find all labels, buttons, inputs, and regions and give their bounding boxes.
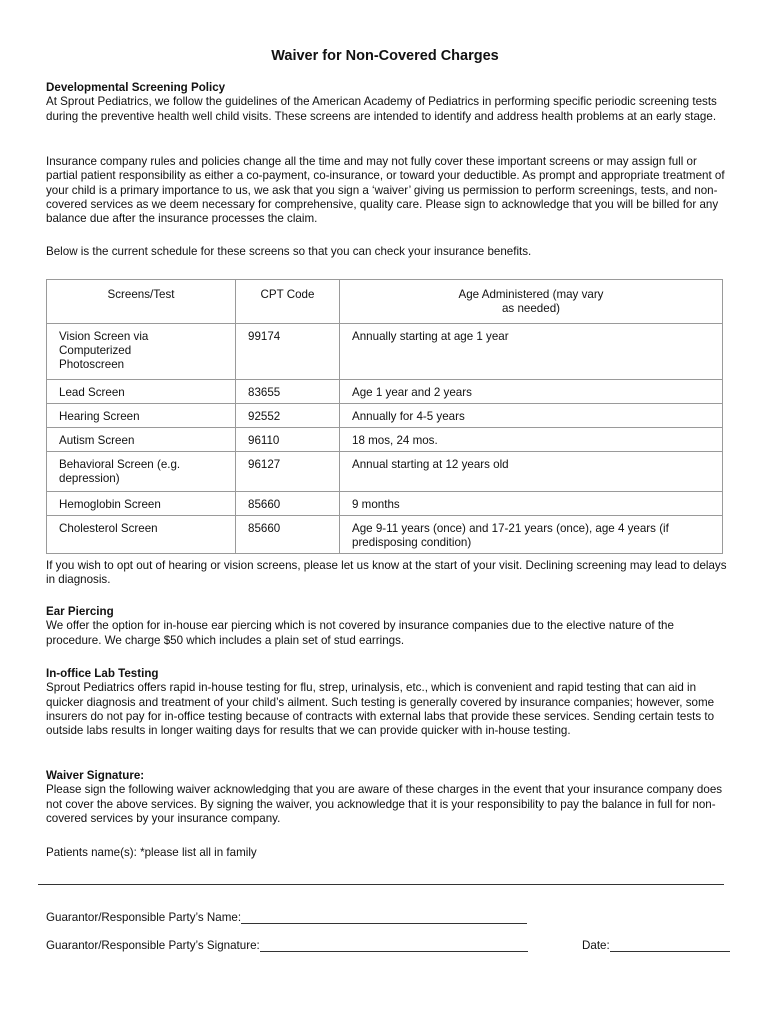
patients-name-line[interactable] (38, 884, 724, 885)
table-cell-cpt: 92552 (236, 403, 340, 427)
table-cell-cpt: 96110 (236, 427, 340, 451)
guarantor-signature-line[interactable] (260, 939, 528, 952)
table-cell-screen: Autism Screen (47, 427, 236, 451)
guarantor-name-label: Guarantor/Responsible Party’s Name: (46, 911, 242, 924)
table-row (47, 491, 723, 515)
insurance-policy-section (46, 155, 728, 226)
date-label: Date: (582, 939, 610, 952)
date-row (582, 939, 730, 952)
table-cell-screen-text: Behavioral Screen (e.g. depression) (59, 457, 181, 485)
screening-policy-section (46, 81, 728, 124)
table-cell-cpt: 85660 (236, 491, 340, 515)
screening-policy-para1: At Sprout Pediatrics, we follow the guidelines of the American Academy of Pediatrics in performing specific periodic screening tests during the preventive health well child visits. These screens are intended to identify and address health problems at an early stage. (46, 95, 717, 123)
guarantor-name-line[interactable] (241, 911, 527, 924)
lab-testing-text: Sprout Pediatrics offers rapid in-house testing for flu, strep, urinalysis, etc., which is convenient and rapid testing that can aid in quicker diagnosis and treatment of your child’s ailment. Such testing is generally covered by insurance companies; however, some insurers do not pay for in-office testing because of contracts with external labs that provide these services. Sending certain tests to outside labs results in longer waiting days for results that we can provide quicker with in-house testing. (46, 681, 715, 738)
table-row (47, 427, 723, 451)
ear-piercing-text: We offer the option for in-house ear piercing which is not covered by insurance companies due to the elective nature of the procedure. We charge $50 which includes a plain set of stud earrings. (46, 619, 674, 647)
table-row (47, 451, 723, 491)
table-cell-age: 9 months (340, 491, 723, 515)
column-header-screens: Screens/Test (47, 280, 236, 324)
guarantor-signature-label: Guarantor/Responsible Party’s Signature: (46, 939, 260, 952)
waiver-signature-section (46, 769, 728, 826)
ear-piercing-section (46, 605, 728, 648)
table-cell-cpt: 83655 (236, 379, 340, 403)
table-row (47, 515, 723, 553)
screening-policy-heading: Developmental Screening Policy (46, 81, 226, 94)
patients-name-label: Patients name(s): *please list all in family (46, 846, 257, 859)
optout-note (46, 559, 728, 588)
schedule-intro (46, 245, 728, 259)
table-cell-cpt: 99174 (236, 323, 340, 379)
table-cell-screen (47, 323, 236, 379)
table-cell-age: Annually starting at age 1 year (340, 323, 723, 379)
table-row (47, 403, 723, 427)
ear-piercing-heading: Ear Piercing (46, 605, 114, 618)
lab-testing-section (46, 667, 728, 738)
screening-policy-para2: Insurance company rules and policies change all the time and may not fully cover these important screens or may assign full or partial patient responsibility as either a co-payment, co-insurance, or toward your deductible. As prompt and appropriate treatment of your child is a primary importance to us, we ask that you sign a ‘waiver’ giving us permission to perform screenings, tests, and non-covered services as we deem necessary for comprehensive, quality care. Please sign to acknowledge that you will be billed for any balance due after the insurance processes the claim. (46, 155, 725, 226)
waiver-signature-heading: Waiver Signature: (46, 769, 145, 782)
table-cell-age: Age 1 year and 2 years (340, 379, 723, 403)
column-header-cpt: CPT Code (236, 280, 340, 324)
table-cell-age: Annual starting at 12 years old (340, 451, 723, 491)
table-header-row (47, 280, 723, 324)
table-cell-cpt: 96127 (236, 451, 340, 491)
table-cell-screen-text: Vision Screen via Computerized Photoscreen (59, 329, 149, 372)
guarantor-signature-row (46, 939, 528, 952)
lab-testing-heading: In-office Lab Testing (46, 667, 159, 680)
column-header-age (340, 280, 723, 324)
screening-policy-para3: Below is the current schedule for these screens so that you can check your insurance benefits. (46, 245, 532, 258)
table-row (47, 323, 723, 379)
column-header-age-text: Age Administered (may vary as needed) (458, 288, 604, 316)
table-cell-screen (47, 451, 236, 491)
table-cell-screen: Hemoglobin Screen (47, 491, 236, 515)
table-row (47, 379, 723, 403)
table-cell-screen: Hearing Screen (47, 403, 236, 427)
table-cell-age: Annually for 4-5 years (340, 403, 723, 427)
table-cell-screen: Lead Screen (47, 379, 236, 403)
guarantor-name-row (46, 911, 527, 924)
waiver-signature-text: Please sign the following waiver acknowledging that you are aware of these charges in the event that your insurance company does not cover the above services. By signing the waiver, you acknowledge that it is your responsibility to pay the balance in full for non-covered services by your insurance company. (46, 783, 723, 825)
date-line[interactable] (610, 939, 730, 952)
document-title: Waiver for Non-Covered Charges (271, 48, 499, 64)
table-cell-age: 18 mos, 24 mos. (340, 427, 723, 451)
table-cell-age: Age 9-11 years (once) and 17-21 years (once), age 4 years (if predisposing condition) (340, 515, 723, 553)
table-cell-screen: Cholesterol Screen (47, 515, 236, 553)
optout-text: If you wish to opt out of hearing or vision screens, please let us know at the start of your visit. Declining screening may lead to delays in diagnosis. (46, 559, 727, 587)
table-cell-cpt: 85660 (236, 515, 340, 553)
screening-schedule-table (46, 279, 723, 554)
